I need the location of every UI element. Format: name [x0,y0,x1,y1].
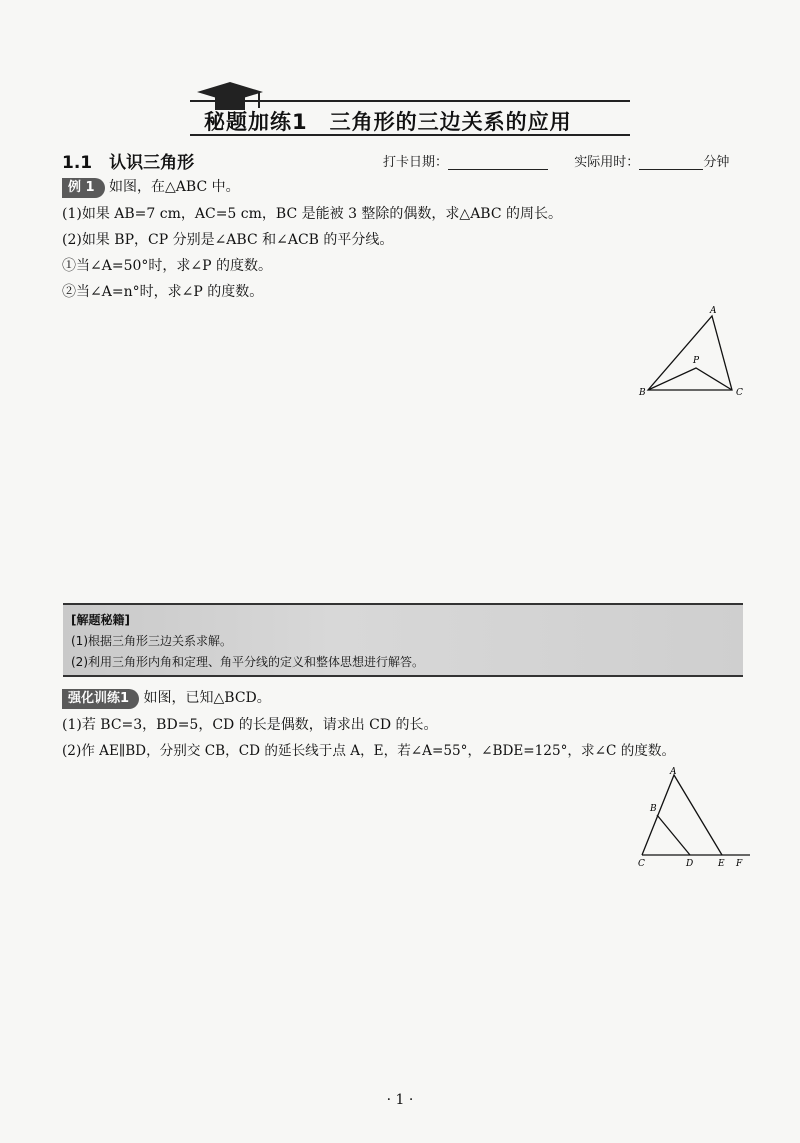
figure1-label-b: B [639,388,646,398]
training1-intro: 如图，已知△BCD。 [143,690,271,706]
figure2-label-c: C [638,859,645,869]
time-used-label: 实际用时： [574,155,640,170]
section-title: 1.1 认识三角形 [62,153,195,173]
triangle-abc-figure [630,300,750,405]
tips-item-1: (1)根据三角形三边关系求解。 [71,634,232,648]
tips-item-2: (2)利用三角形内角和定理、角平分线的定义和整体思想进行解答。 [71,655,425,669]
example1-intro-line [62,177,240,198]
page-title: 秘题加练1 三角形的三边关系的应用 [204,110,572,134]
checkin-date-blank[interactable] [448,155,548,170]
example1-intro: 如图，在△ABC 中。 [109,179,240,195]
example1-q2: (2)如果 BP，CP 分别是∠ABC 和∠ACB 的平分线。 [62,232,394,248]
training1-badge: 强化训练1 [62,689,139,709]
example1-q2a: ①当∠A=50°时，求∠P 的度数。 [62,258,272,274]
minutes-label: 分钟 [703,155,730,170]
triangle-bcd-figure [630,765,755,870]
title-block [190,100,630,140]
figure2-label-b: B [650,804,657,814]
time-used-blank[interactable] [639,155,703,170]
training1-q2: (2)作 AE∥BD，分别交 CB，CD 的延长线于点 A，E，若∠A=55°，∠BDE=125°，求∠C 的度数。 [62,743,676,759]
figure1-label-c: C [736,388,743,398]
example1-q1: (1)如果 AB=7 cm，AC=5 cm，BC 是能被 3 整除的偶数，求△ABC 的周长。 [62,206,563,222]
solution-tips-box [63,603,743,677]
figure1-label-p: P [693,356,700,366]
training1-intro-line [62,688,271,709]
figure2-label-f: F [736,859,743,869]
checkin-row [383,151,729,170]
figure2-label-a: A [670,767,677,777]
figure1-label-a: A [710,306,717,316]
figure2-label-e: E [718,859,725,869]
example1-badge: 例 1 [62,178,105,198]
training1-q1: (1)若 BC=3，BD=5，CD 的长是偶数，请求出 CD 的长。 [62,717,438,733]
tips-heading: [解题秘籍] [71,613,130,627]
title-rule-top [190,100,630,102]
example1-q2b: ②当∠A=n°时，求∠P 的度数。 [62,284,264,300]
page-number: · 1 · [386,1092,414,1108]
figure2-label-d: D [686,859,694,869]
title-rule-bottom [190,134,630,136]
checkin-date-label: 打卡日期： [383,155,449,170]
